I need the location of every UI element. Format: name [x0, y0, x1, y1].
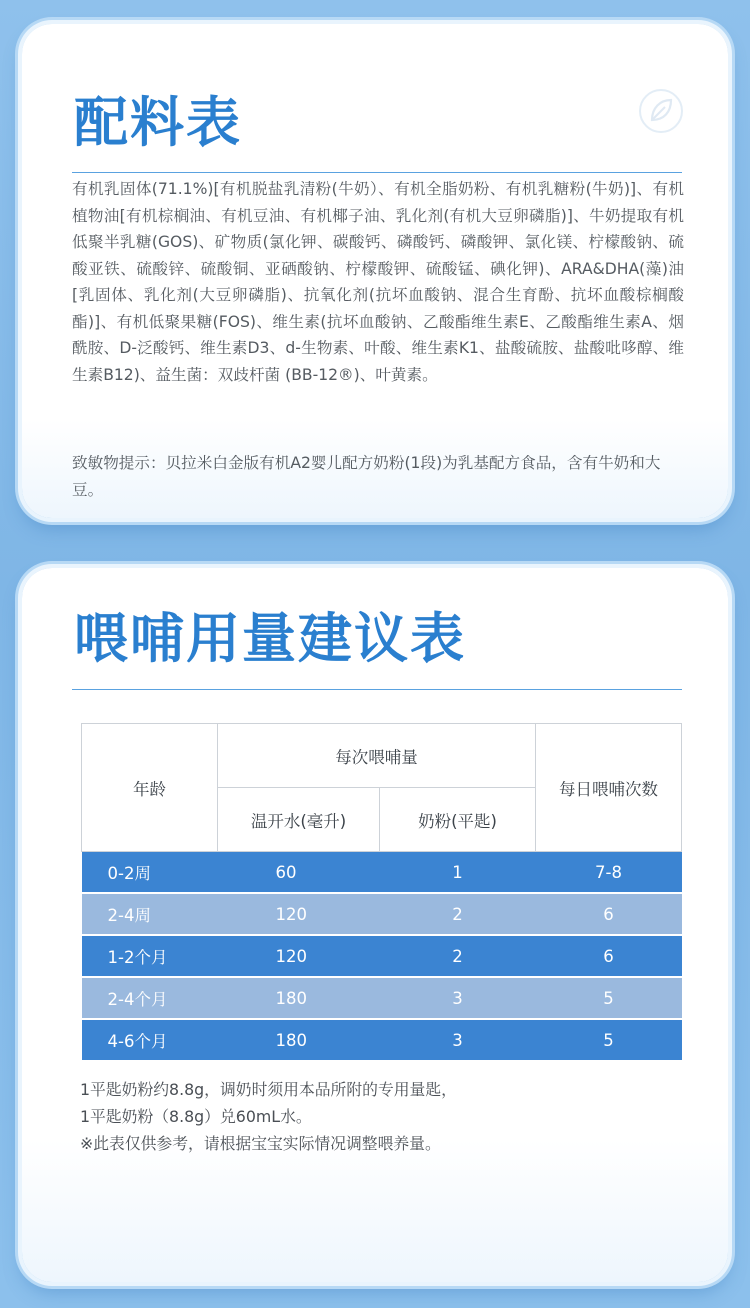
feeding-table-header: [82, 724, 682, 852]
table-row: [82, 852, 682, 894]
feeding-notes: [80, 1076, 700, 1157]
ingredients-title-divider: [72, 172, 682, 173]
table-row: [82, 977, 682, 1019]
feeding-title-divider: [72, 689, 682, 690]
note-line: ※此表仅供参考，请根据宝宝实际情况调整喂养量。: [80, 1134, 441, 1153]
cell-water: 120: [218, 935, 380, 977]
cell-times: 6: [536, 935, 682, 977]
ingredients-card: [22, 24, 728, 518]
header-age: 年龄: [82, 724, 218, 852]
table-row: [82, 1019, 682, 1061]
cell-age: 1-2个月: [82, 935, 218, 977]
cell-water: 120: [218, 893, 380, 935]
table-row: [82, 893, 682, 935]
cell-times: 5: [536, 1019, 682, 1061]
header-per-day: 每日喂哺次数: [536, 724, 682, 852]
header-water: 温开水(毫升): [218, 788, 380, 852]
cell-powder: 3: [380, 977, 536, 1019]
cell-water: 180: [218, 1019, 380, 1061]
cell-powder: 2: [380, 893, 536, 935]
cell-times: 6: [536, 893, 682, 935]
leaf-icon: [638, 88, 684, 134]
cell-times: 7-8: [536, 852, 682, 894]
note-line: 1平匙奶粉约8.8g，调奶时须用本品所附的专用量匙，: [80, 1080, 457, 1099]
ingredients-text: 有机乳固体(71.1%)[有机脱盐乳清粉(牛奶）、有机全脂奶粉、有机乳糖粉(牛奶)]、有机植物油[有机棕榈油、有机豆油、有机椰子油、乳化剂(有机大豆卵磷脂)]、牛奶提取有机低聚半乳糖(GOS)、矿物质(氯化钾、碳酸钙、磷酸钙、磷酸钾、氯化镁、柠檬酸钠、硫酸亚铁、硫酸锌、硫酸铜、亚硒酸钠、柠檬酸钾、硫酸锰、碘化钾)、ARA&DHA(藻)油[乳固体、乳化剂(大豆卵磷脂)、抗氧化剂(抗坏血酸钠、混合生育酚、抗坏血酸棕榈酸酯)]、有机低聚果糖(FOS)、维生素(抗坏血酸钠、乙酸酯维生素E、乙酸酯维生素A、烟酰胺、D-泛酸钙、维生素D3、d-生物素、叶酸、维生素K1、盐酸硫胺、盐酸吡哆醇、维生素B12)、益生菌：双歧杆菌 (BB-12®)、叶黄素。: [72, 180, 684, 384]
cell-powder: 2: [380, 935, 536, 977]
note-line: 1平匙奶粉（8.8g）兑60mL水。: [80, 1107, 312, 1126]
cell-age: 2-4个月: [82, 977, 218, 1019]
ingredients-title: 配料表: [74, 91, 242, 154]
feeding-card: [22, 568, 728, 1282]
cell-age: 2-4周: [82, 893, 218, 935]
feeding-title: 喂哺用量建议表: [74, 607, 466, 670]
cell-water: 60: [218, 852, 380, 894]
allergen-notice: 致敏物提示：贝拉米白金版有机A2婴儿配方奶粉(1段)为乳基配方食品，含有牛奶和大豆。: [72, 454, 661, 499]
header-per-feed: 每次喂哺量: [218, 724, 536, 788]
cell-water: 180: [218, 977, 380, 1019]
cell-powder: 3: [380, 1019, 536, 1061]
feeding-table: [81, 723, 682, 1062]
cell-times: 5: [536, 977, 682, 1019]
table-row: [82, 935, 682, 977]
cell-age: 0-2周: [82, 852, 218, 894]
cell-age: 4-6个月: [82, 1019, 218, 1061]
cell-powder: 1: [380, 852, 536, 894]
header-powder: 奶粉(平匙): [380, 788, 536, 852]
